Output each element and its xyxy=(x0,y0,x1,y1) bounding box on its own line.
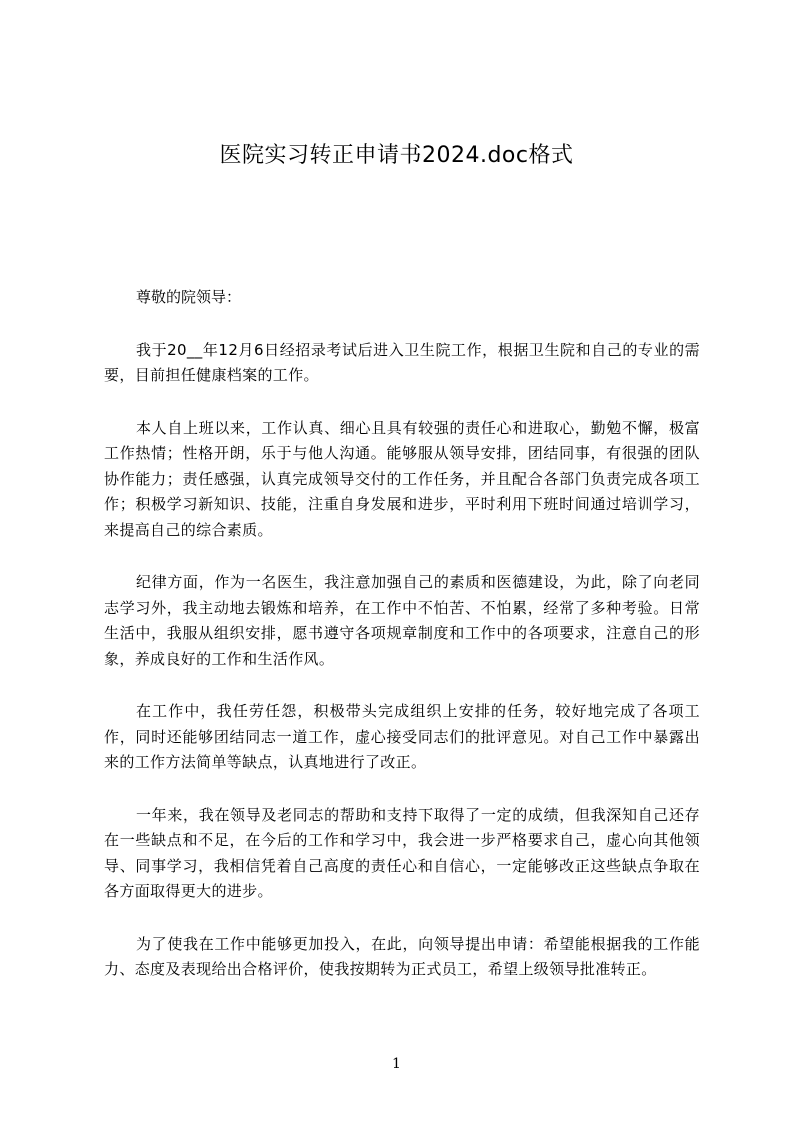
salutation: 尊敬的院领导： xyxy=(136,288,242,306)
document-body xyxy=(104,285,700,1010)
paragraph-request: 为了使我在工作中能够更加投入，在此，向领导提出申请：希望能根据我的工作能力、态度及表现给出合格评价，使我按期转为正式员工，希望上级领导批准转正。 xyxy=(104,934,700,978)
page-number: 1 xyxy=(392,1056,401,1072)
paragraph-work-performance: 在工作中，我任劳任怨，积极带头完成组织上安排的任务，较好地完成了各项工作，同时还能够团结同志一道工作，虚心接受同志们的批评意见。对自己工作中暴露出来的工作方法简单等缺点，认真地进行了改正。 xyxy=(104,702,700,771)
paragraph-work-attitude: 本人自上班以来，工作认真、细心且具有较强的责任心和进取心，勤勉不懈，极富工作热情；性格开朗，乐于与他人沟通。能够服从领导安排，团结同事，有很强的团队协作能力；责任感强，认真完成领导交付的工作任务，并且配合各部门负责完成各项工作；积极学习新知识、技能，注重自身发展和进步，平时利用下班时间通过培训学习，来提高自己的综合素质。 xyxy=(104,418,700,539)
document-title: 医院实习转正申请书2024.doc格式 xyxy=(219,143,574,168)
paragraph-summary: 一年来，我在领导及老同志的帮助和支持下取得了一定的成绩，但我深知自己还存在一些缺点和不足，在今后的工作和学习中，我会进一步严格要求自己，虚心向其他领导、同事学习，我相信凭着自己高度的责任心和自信心，一定能够改正这些缺点争取在各方面取得更大的进步。 xyxy=(104,805,700,900)
paragraph-entry-info: 我于20__年12月6日经招录考试后进入卫生院工作，根据卫生院和自己的专业的需要，目前担任健康档案的工作。 xyxy=(104,340,700,384)
paragraph-discipline: 纪律方面，作为一名医生，我注意加强自己的素质和医德建设，为此，除了向老同志学习外，我主动地去锻炼和培养，在工作中不怕苦、不怕累，经常了多种考验。日常生活中，我服从组织安排，愿书遵守各项规章制度和工作中的各项要求，注意自己的形象，养成良好的工作和生活作风。 xyxy=(104,573,700,668)
